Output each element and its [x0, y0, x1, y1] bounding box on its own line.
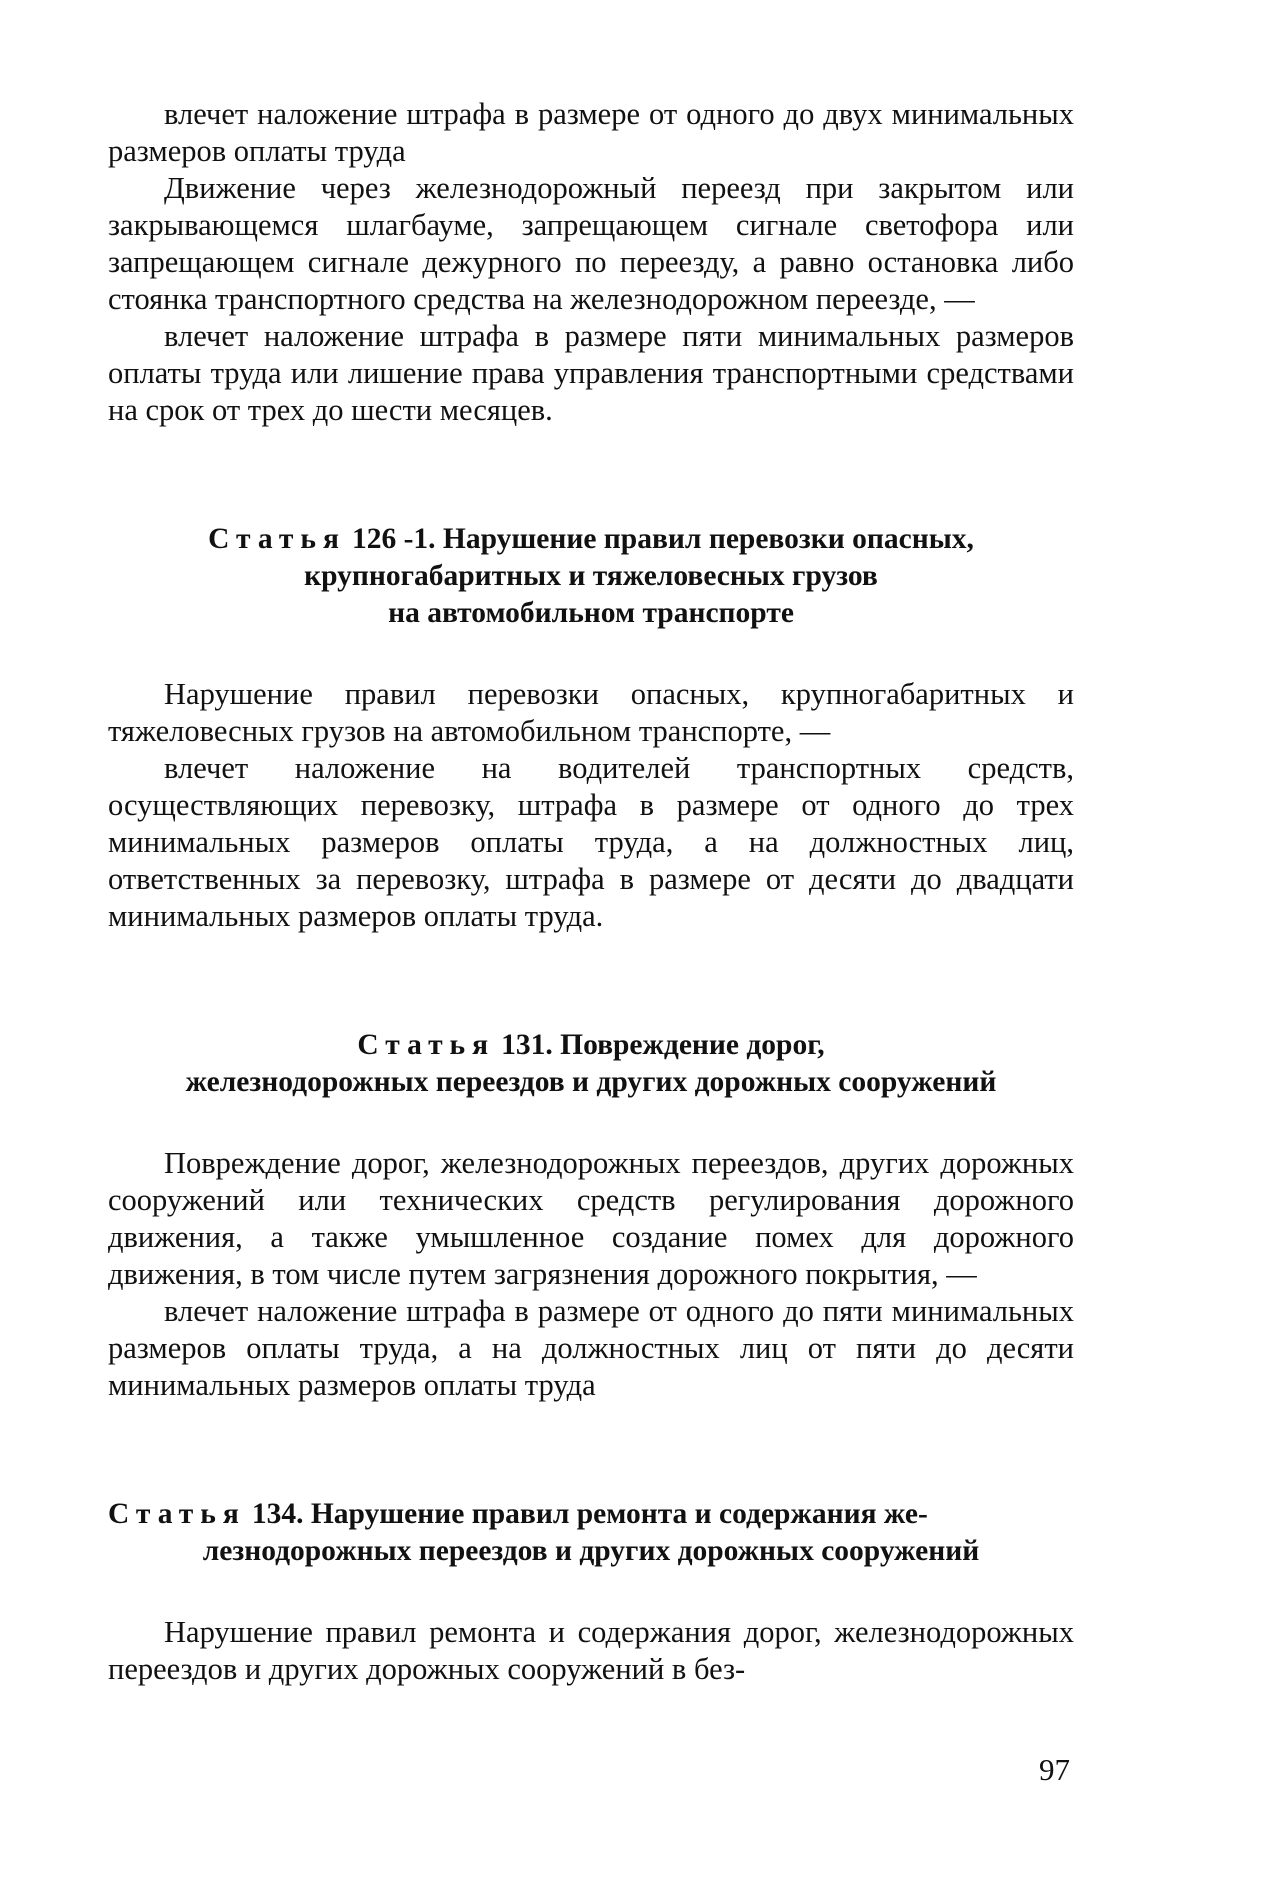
paragraph-penalty-2: влечет наложение штрафа в размере пяти минимальных размеров оплаты труда или лишение права управления транспортными средствами на срок от трех до шести месяцев. — [108, 319, 1074, 427]
spacer — [108, 1404, 1074, 1496]
article-131-title-line2: железнодорожных переездов и других дорожных сооружений — [185, 1066, 997, 1098]
article-126-1-title-line1: 126 -1. Нарушение правил перевозки опасных, — [351, 523, 974, 555]
article-131-title-line1: 131. Повреждение дорог, — [501, 1029, 825, 1061]
spacer — [108, 429, 1074, 521]
article-label: Статья — [208, 523, 346, 555]
spacer — [108, 935, 1074, 1027]
article-126-1-title-line3: на автомобильном транспорте — [388, 597, 794, 629]
paragraph-railway-crossing: Движение через железнодорожный переезд при закрытом или закрывающемся шлагбауме, запрещающем сигнале светофора или запрещающем сигнале дежурного по переезду, а равно остановка либо стоянка транспортного средства на железнодорожном переезде, — — [108, 171, 1074, 316]
paragraph-penalty-1: влечет наложение штрафа в размере от одного до двух минимальных размеров оплаты труда — [108, 97, 1074, 168]
spacer — [108, 1570, 1074, 1614]
article-131-heading — [108, 1027, 1074, 1101]
article-134-paragraph-1: Нарушение правил ремонта и содержания дорог, железнодорожных переездов и других дорожных сооружений в без- — [108, 1615, 1074, 1686]
article-134-title-line1: 134. Нарушение правил ремонта и содержания же- — [251, 1498, 928, 1530]
article-131-paragraph-1: Повреждение дорог, железнодорожных переездов, других дорожных сооружений или технических средств регулирования дорожного движения, а также умышленное создание помех для дорожного движения, в том числе путем загрязнения дорожного покрытия, — — [108, 1146, 1074, 1291]
document-page — [108, 96, 1074, 1816]
spacer — [108, 632, 1074, 676]
article-131-paragraph-2: влечет наложение штрафа в размере от одного до пяти минимальных размеров оплаты труда, а на должностных лиц от пяти до десяти минимальных размеров оплаты труда — [108, 1294, 1074, 1402]
article-126-1-paragraph-2: влечет наложение на водителей транспортных средств, осуществляющих перевозку, штрафа в размере от одного до трех минимальных размеров оплаты труда, а на должностных лиц, ответственных за перевозку, штрафа в размере от десяти до двадцати минимальных размеров оплаты труда. — [108, 751, 1074, 933]
article-134-heading — [108, 1496, 1074, 1570]
page-number: 97 — [1039, 1752, 1070, 1787]
article-126-1-heading — [108, 521, 1074, 632]
spacer — [108, 1101, 1074, 1145]
article-label: Статья — [108, 1498, 246, 1530]
article-label: Статья — [357, 1029, 496, 1061]
article-126-1-title-line2: крупногабаритных и тяжеловесных грузов — [304, 560, 878, 592]
article-134-title-line2: лезнодорожных переездов и других дорожных сооружений — [202, 1535, 980, 1567]
article-126-1-paragraph-1: Нарушение правил перевозки опасных, крупногабаритных и тяжеловесных грузов на автомобильном транспорте, — — [108, 677, 1074, 748]
